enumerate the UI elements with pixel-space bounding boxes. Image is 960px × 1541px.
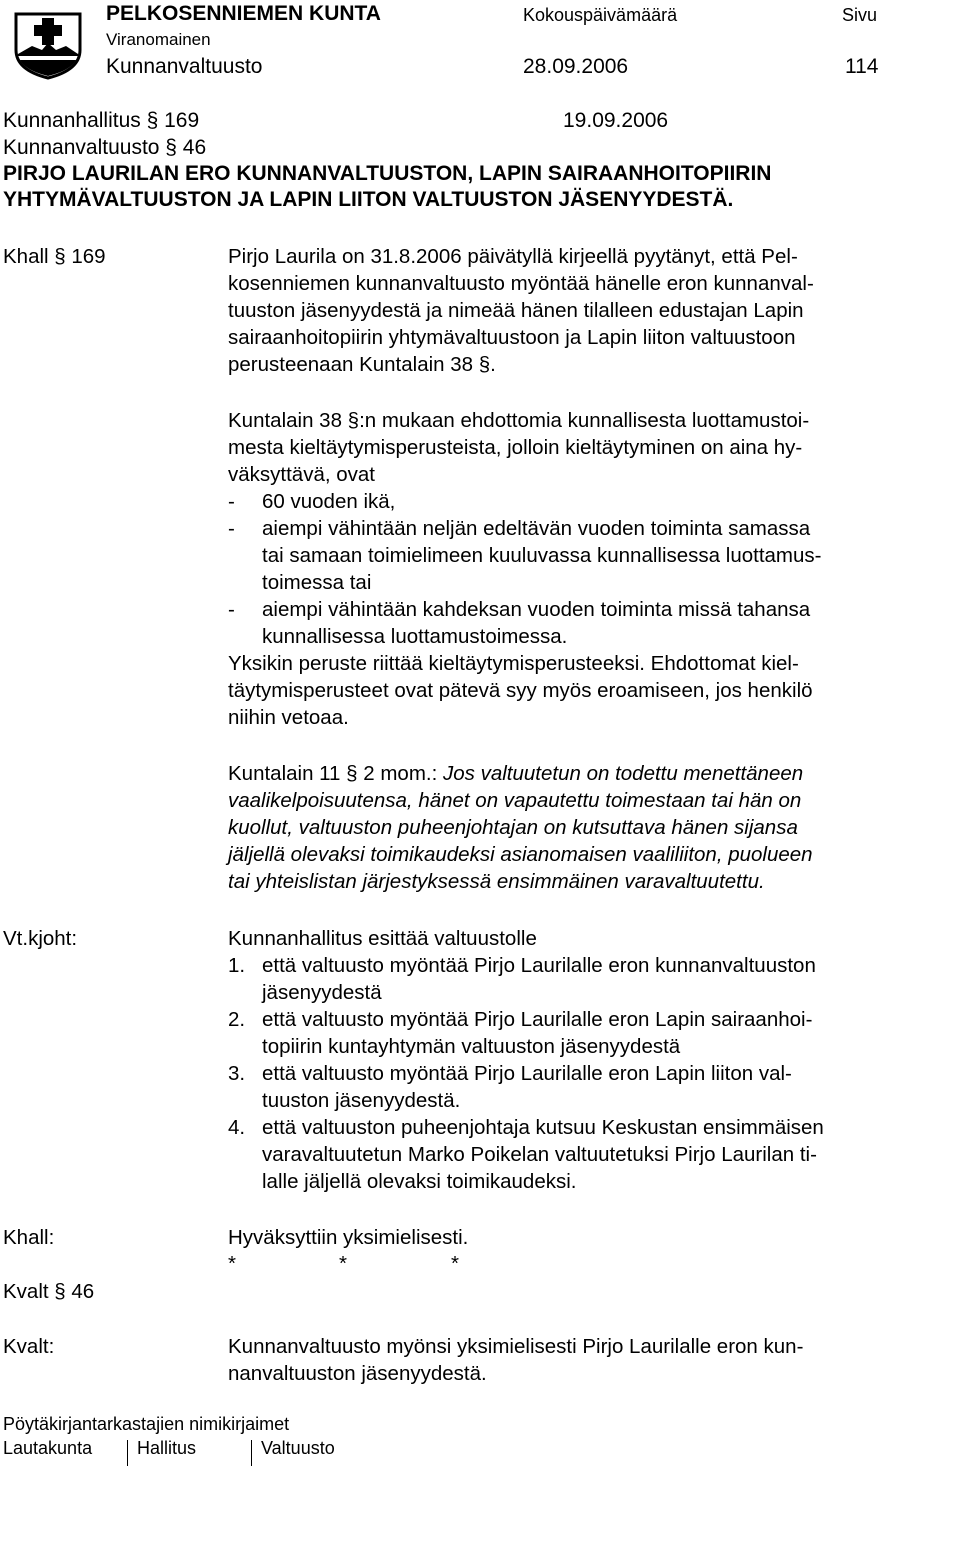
bullet-dash: -	[228, 598, 235, 621]
page-number: 114	[845, 55, 879, 78]
list-number: 4.	[228, 1116, 246, 1139]
title-line-2: YHTYMÄVALTUUSTON JA LAPIN LIITON VALTUUSTON JÄSENYYDESTÄ.	[3, 188, 734, 211]
bullet-line: toimessa tai	[262, 571, 372, 594]
page-label: Sivu	[842, 5, 878, 25]
bullet-dash: -	[228, 490, 235, 513]
list-line: lalle jäljellä olevaksi toimikaudeksi.	[262, 1170, 577, 1193]
khall-decision-text: Hyväksyttiin yksimielisesti.	[228, 1226, 469, 1249]
footer-col-lautakunta: Lautakunta	[3, 1438, 93, 1458]
text-line: kosenniemen kunnanvaltuusto myöntää hänelle eron kunnanval-	[228, 272, 814, 295]
text-line: jäljellä olevaksi toimikaudeksi asianomaisen vaaliliiton, puolueen	[228, 843, 813, 866]
law-quote: Jos valtuutetun on todettu menettäneen	[443, 762, 804, 785]
kvalt-decision-line: Kunnanvaltuusto myönsi yksimielisesti Pirjo Laurilalle eron kun-	[228, 1335, 804, 1358]
khall-169-label: Khall § 169	[3, 245, 106, 268]
text-line: Kuntalain 38 §:n mukaan ehdottomia kunnallisesta luottamustoi-	[228, 409, 810, 432]
footer-col-valtuusto: Valtuusto	[261, 1438, 335, 1458]
text-line: niihin vetoaa.	[228, 706, 349, 729]
text-line: Pirjo Laurila on 31.8.2006 päivätyllä kirjeellä pyytänyt, että Pel-	[228, 245, 798, 268]
separator-star: *	[228, 1252, 236, 1275]
ref-kvalt: Kunnanvaltuusto § 46	[3, 136, 207, 159]
proposal-label: Vt.kjoht:	[3, 927, 78, 950]
list-line: että valtuuston puheenjohtaja kutsuu Keskustan ensimmäisen	[262, 1116, 824, 1139]
text-line: kuollut, valtuuston puheenjohtajan on kutsuttava hänen sijansa	[228, 816, 798, 839]
footer-title: Pöytäkirjantarkastajien nimikirjaimet	[3, 1414, 290, 1434]
text-line: tuuston jäsenyydestä ja nimeää hänen tilalleen edustajan Lapin	[228, 299, 804, 322]
bullet-line: kunnallisessa luottamustoimessa.	[262, 625, 568, 648]
text-line: sairaanhoitopiirin yhtymävaltuustoon ja Lapin liiton valtuustoon	[228, 326, 796, 349]
title-line-1: PIRJO LAURILAN ERO KUNNANVALTUUSTON, LAPIN SAIRAANHOITOPIIRIN	[3, 162, 772, 185]
text-line: väksyttävä, ovat	[228, 463, 375, 486]
list-line: että valtuusto myöntää Pirjo Laurilalle eron Lapin sairaanhoi-	[262, 1008, 813, 1031]
footer-divider	[127, 1440, 128, 1466]
kvalt-decision-label: Kvalt:	[3, 1335, 55, 1358]
separator-star: *	[451, 1252, 459, 1275]
text-line: mesta kieltäytymisperusteista, jolloin kieltäytyminen on aina hy-	[228, 436, 803, 459]
kvalt-decision-line: nanvaltuuston jäsenyydestä.	[228, 1362, 487, 1385]
text-line: täytymisperusteet ovat pätevä syy myös eroamiseen, jos henkilö	[228, 679, 813, 702]
text-line: tai yhteislistan järjestyksessä ensimmäinen varavaltuutettu.	[228, 870, 765, 893]
text-line: Yksikin peruste riittää kieltäytymisperusteeksi. Ehdottomat kiel-	[228, 652, 799, 675]
kvalt-46-label: Kvalt § 46	[3, 1280, 95, 1303]
ref-khall-date: 19.09.2006	[563, 109, 669, 132]
ref-khall: Kunnanhallitus § 169	[3, 109, 200, 132]
text-line	[228, 762, 803, 786]
text-line: vaalikelpoisuutensa, hänet on vapautettu toimestaan tai hän on	[228, 789, 802, 812]
law-reference: Kuntalain 11 § 2 mom.:	[228, 762, 443, 785]
org-sub: Viranomainen	[106, 30, 211, 49]
meeting-date-label: Kokouspäivämäärä	[523, 5, 678, 25]
list-line: jäsenyydestä	[262, 981, 382, 1004]
list-number: 2.	[228, 1008, 246, 1031]
bullet-line: tai samaan toimielimeen kuuluvassa kunnallisessa luottamus-	[262, 544, 822, 567]
coat-of-arms-icon	[12, 10, 84, 80]
list-line: varavaltuutetun Marko Poikelan valtuutetuksi Pirjo Laurilan ti-	[262, 1143, 817, 1166]
bullet-line: 60 vuoden ikä,	[262, 490, 396, 513]
separator-star: *	[339, 1252, 347, 1275]
list-line: että valtuusto myöntää Pirjo Laurilalle eron Lapin liiton val-	[262, 1062, 792, 1085]
khall-decision-label: Khall:	[3, 1226, 55, 1249]
footer-divider	[251, 1440, 252, 1466]
list-number: 1.	[228, 954, 246, 977]
body-name: Kunnanvaltuusto	[106, 55, 263, 78]
bullet-line: aiempi vähintään kahdeksan vuoden toiminta missä tahansa	[262, 598, 811, 621]
bullet-dash: -	[228, 517, 235, 540]
proposal-intro: Kunnanhallitus esittää valtuustolle	[228, 927, 537, 950]
list-line: topiirin kuntayhtymän valtuuston jäsenyydestä	[262, 1035, 681, 1058]
text-line: perusteenaan Kuntalain 38 §.	[228, 353, 496, 376]
list-number: 3.	[228, 1062, 246, 1085]
footer-col-hallitus: Hallitus	[137, 1438, 197, 1458]
bullet-line: aiempi vähintään neljän edeltävän vuoden toiminta samassa	[262, 517, 811, 540]
org-name: PELKOSENNIEMEN KUNTA	[106, 2, 381, 25]
list-line: tuuston jäsenyydestä.	[262, 1089, 461, 1112]
meeting-date: 28.09.2006	[523, 55, 629, 78]
list-line: että valtuusto myöntää Pirjo Laurilalle eron kunnanvaltuuston	[262, 954, 816, 977]
